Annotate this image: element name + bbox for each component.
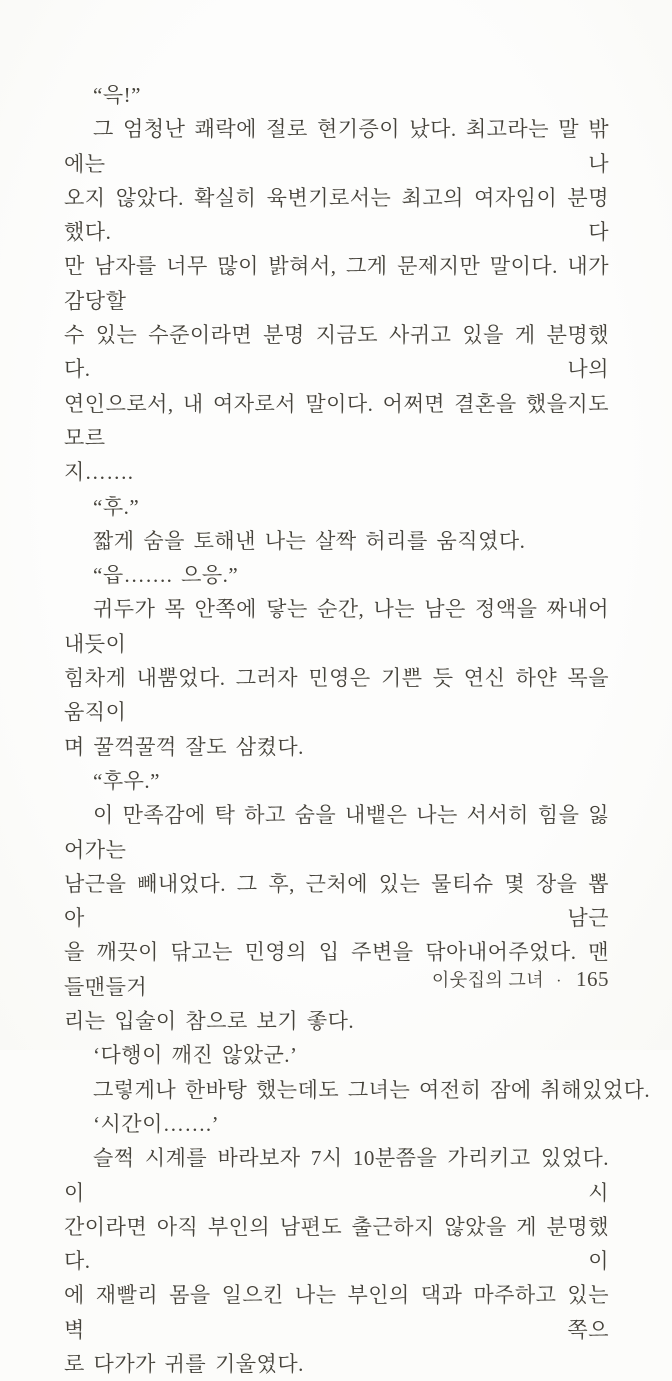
text-line: “후우.”	[93, 768, 160, 793]
text-line: 을 깨끗이 닦고는 민영의 입 주변을 닦아내어주었다. 맨들맨들거	[64, 940, 609, 999]
text-line: 그렇게나 한바탕 했는데도 그녀는 여전히 잠에 취해있었다.	[93, 1077, 651, 1102]
text-line: 남근을 빼내었다. 그 후, 근처에 있는 물티슈 몇 장을 뽑아 남근	[64, 871, 609, 931]
text-line: “읍……. 으응.”	[93, 563, 239, 588]
text-line: 지…….	[64, 460, 134, 485]
text-line: 만 남자를 너무 많이 밝혀서, 그게 문제지만 말이다. 내가 감당할	[64, 254, 609, 313]
text-line: “윽!”	[93, 83, 141, 107]
text-line: “후.”	[93, 494, 140, 519]
running-title: 이웃집의 그녀	[431, 970, 545, 990]
text-line: 연인으로서, 내 여자로서 말이다. 어쩌면 결혼을 했을지도 모르	[64, 391, 609, 450]
text-line: 수 있는 수준이라면 분명 지금도 사귀고 있을 게 분명했다. 나의	[64, 323, 609, 382]
footer-separator-dot: ·	[556, 973, 562, 990]
body-text	[64, 78, 651, 1381]
text-line: 며 꿀꺽꿀꺽 잘도 삼켰다.	[64, 734, 304, 759]
text-line: 로 다가가 귀를 기울였다.	[64, 1351, 304, 1376]
text-line: 힘차게 내뿜었다. 그러자 민영은 기쁜 듯 연신 하얀 목을 움직이	[64, 666, 609, 725]
page-number: 165	[576, 967, 609, 991]
text-line: 그 엄청난 쾌락에 절로 현기증이 났다. 최고라는 말 밖에는 나	[64, 117, 609, 176]
text-line: 귀두가 목 안쪽에 닿는 순간, 나는 남은 정액을 짜내어내듯이	[64, 597, 609, 656]
text-line: ‘다행이 깨진 않았군.’	[93, 1043, 298, 1068]
text-line: 오지 않았다. 확실히 육변기로서는 최고의 여자임이 분명했다. 다	[64, 185, 609, 245]
page-footer	[432, 966, 609, 992]
text-line: 에 재빨리 몸을 일으킨 나는 부인의 댁과 마주하고 있는 벽 쪽으	[64, 1283, 609, 1342]
text-line: 간이라면 아직 부인의 남편도 출근하지 않았을 게 분명했다. 이	[64, 1214, 609, 1274]
text-line: 짧게 숨을 토해낸 나는 살짝 허리를 움직였다.	[93, 528, 526, 553]
text-line: 리는 입술이 참으로 보기 좋다.	[64, 1009, 355, 1034]
text-line: ‘시간이…….’	[93, 1111, 220, 1136]
text-line: 이 만족감에 탁 하고 숨을 내뱉은 나는 서서히 힘을 잃어가는	[64, 803, 609, 862]
text-line: 슬쩍 시계를 바라보자 7시 10분쯤을 가리키고 있었다. 이 시	[64, 1146, 609, 1205]
